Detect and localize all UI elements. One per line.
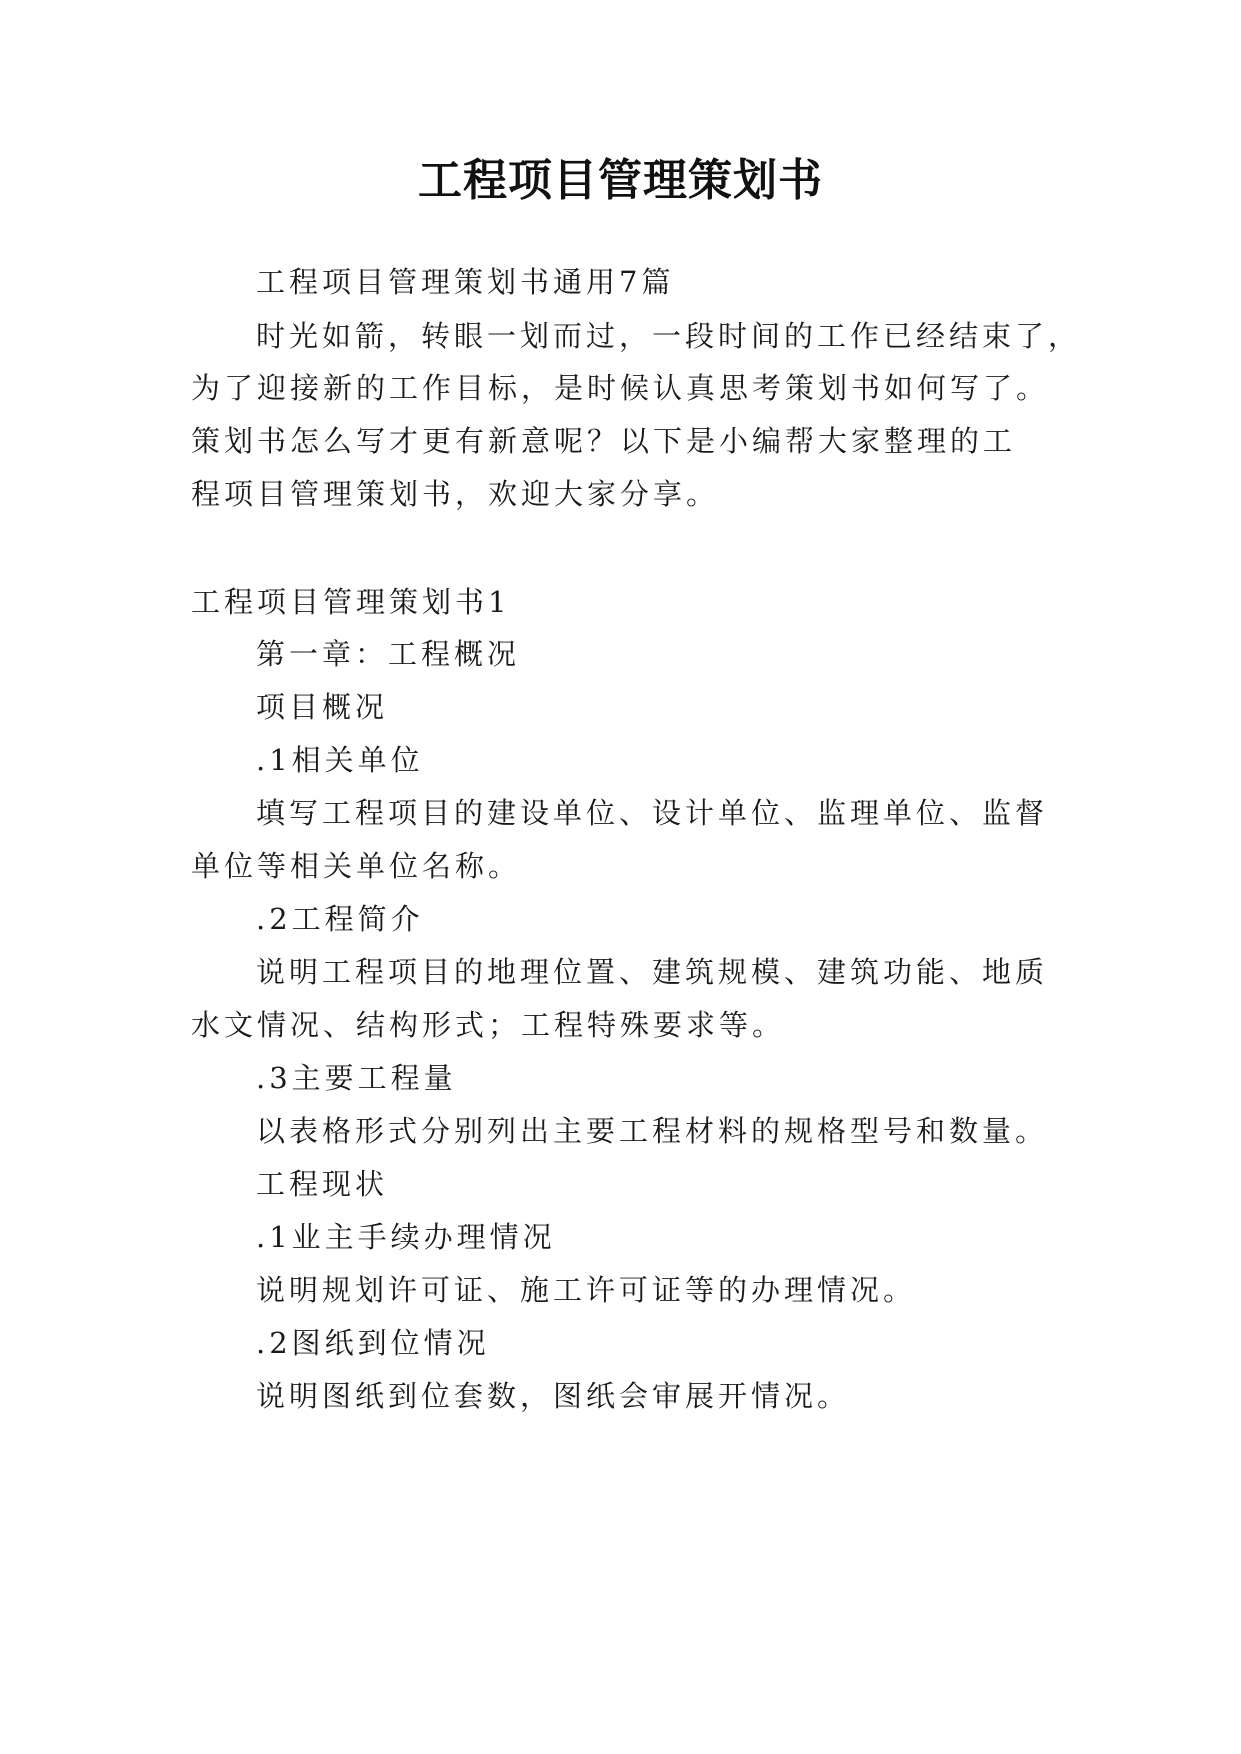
item-heading: .1相关单位 (256, 743, 424, 777)
item-heading: .2图纸到位情况 (256, 1326, 490, 1360)
paragraph-line: 说明规划许可证、施工许可证等的办理情况。 (256, 1273, 917, 1307)
paragraph-line: 单位等相关单位名称。 (191, 849, 522, 883)
paragraph-line: 以表格形式分别列出主要工程材料的规格型号和数量。 (256, 1114, 1049, 1148)
item-heading: .1业主手续办理情况 (256, 1220, 556, 1254)
paragraph-line: 程项目管理策划书，欢迎大家分享。 (191, 477, 720, 511)
paragraph-line: 说明工程项目的地理位置、建筑规模、建筑功能、地质 (256, 955, 1049, 989)
paragraph-line: 水文情况、结构形式；工程特殊要求等。 (191, 1008, 786, 1042)
paragraph-line: 为了迎接新的工作目标，是时候认真思考策划书如何写了。 (191, 371, 1050, 405)
paragraph-line: 时光如箭，转眼一划而过，一段时间的工作已经结束了， (256, 319, 1082, 353)
chapter-heading: 第一章：工程概况 (256, 637, 521, 671)
subtitle-line: 工程项目管理策划书通用7篇 (256, 265, 675, 299)
subsection-heading: 工程现状 (256, 1167, 389, 1201)
paragraph-line: 填写工程项目的建设单位、设计单位、监理单位、监督 (256, 796, 1049, 830)
document-title: 工程项目管理策划书 (418, 155, 823, 206)
section-heading: 工程项目管理策划书1 (191, 585, 511, 619)
paragraph-line: 说明图纸到位套数，图纸会审展开情况。 (256, 1379, 851, 1413)
paragraph-line: 策划书怎么写才更有新意呢？以下是小编帮大家整理的工 (191, 424, 1017, 458)
item-heading: .2工程简介 (256, 902, 424, 936)
subsection-heading: 项目概况 (256, 690, 389, 724)
item-heading: .3主要工程量 (256, 1061, 457, 1095)
